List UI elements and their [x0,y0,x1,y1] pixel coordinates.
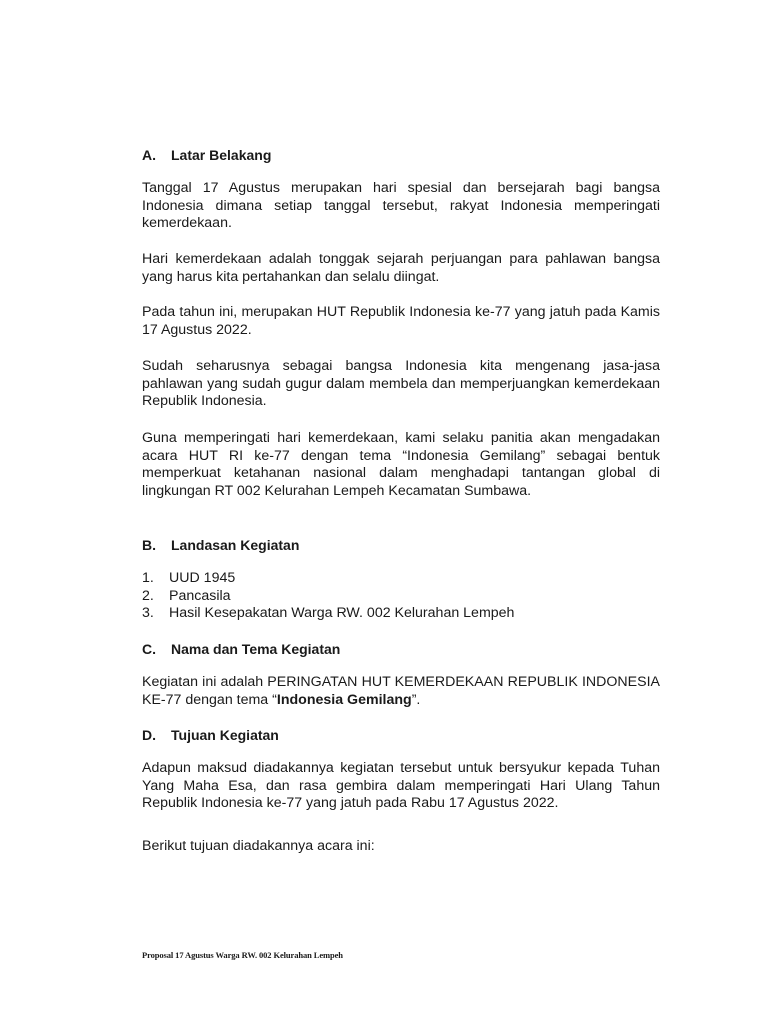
section-a-paragraph-1: Tanggal 17 Agustus merupakan hari spesial dan bersejarah bagi bangsa Indonesia dimana setiap tanggal tersebut, rakyat Indonesia memperingati kemerdekaan. [142,180,660,232]
landasan-list [142,570,662,623]
section-a-letter: A. [142,147,156,163]
list-item-text: UUD 1945 [169,570,236,586]
list-item-number: 3. [142,605,154,622]
section-b-letter: B. [142,537,156,553]
section-a-paragraph-3: Pada tahun ini, merupakan HUT Republik Indonesia ke-77 yang jatuh pada Kamis 17 Agustus 2022. [142,304,660,338]
section-b-title: Landasan Kegiatan [171,537,300,553]
section-b-heading [142,537,662,554]
section-c-title: Nama dan Tema Kegiatan [171,641,341,657]
section-c-heading [142,641,662,658]
theme-name: Indonesia Gemilang [276,691,412,708]
list-item-number: 2. [142,587,154,604]
section-a-heading [142,147,662,164]
section-c-text-before: Kegiatan ini adalah PERINGATAN HUT KEMERDEKAAN REPUBLIK INDONESIA KE-77 dengan tema “ [142,674,660,708]
section-a-paragraph-4: Sudah seharusnya sebagai bangsa Indonesia kita mengenang jasa-jasa pahlawan yang sudah gugur dalam membela dan memperjuangkan kemerdekaan Republik Indonesia. [142,358,660,410]
list-item [142,605,662,623]
section-d-paragraph-1: Adapun maksud diadakannya kegiatan tersebut untuk bersyukur kepada Tuhan Yang Maha Esa, dan rasa gembira dalam memperingati Hari Ulang Tahun Republik Indonesia ke-77 yang jatuh pada Rabu 17 Agustus 2022. [142,760,660,812]
list-item-text: Hasil Kesepakatan Warga RW. 002 Kelurahan Lempeh [169,605,515,622]
list-item-number: 1. [142,570,154,586]
section-c-text-after: ”. [411,691,421,708]
section-a-title: Latar Belakang [171,147,272,163]
section-a-paragraph-2: Hari kemerdekaan adalah tonggak sejarah perjuangan para pahlawan bangsa yang harus kita pertahankan dan selalu diingat. [142,251,660,285]
list-item-text: Pancasila [169,587,231,604]
section-d-heading [142,727,662,744]
section-d-paragraph-2: Berikut tujuan diadakannya acara ini: [142,838,375,854]
page-footer: Proposal 17 Agustus Warga RW. 002 Kelurahan Lempeh [142,950,343,960]
section-a-paragraph-5: Guna memperingati hari kemerdekaan, kami selaku panitia akan mengadakan acara HUT RI ke-77 dengan tema “Indonesia Gemilang” sebagai bentuk memperkuat ketahanan nasional dalam menghadapi tantangan global di lingkungan RT 002 Kelurahan Lempeh Kecamatan Sumbawa. [142,430,660,499]
section-c-paragraph [142,674,660,709]
list-item [142,588,662,606]
section-c-letter: C. [142,641,156,657]
section-d-letter: D. [142,727,156,743]
section-d-title: Tujuan Kegiatan [171,727,279,743]
list-item [142,570,662,588]
